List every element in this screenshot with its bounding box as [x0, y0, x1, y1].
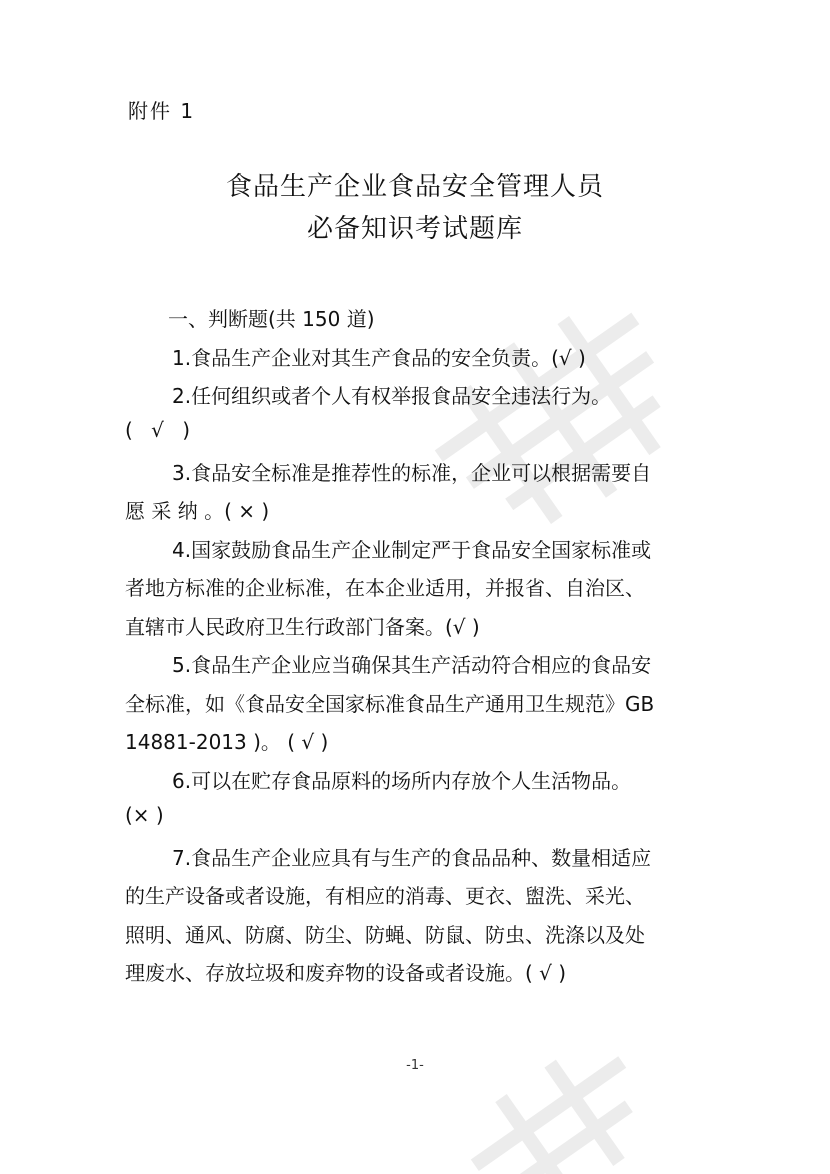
- section-heading: 一、判断题(共 150 道): [168, 307, 375, 331]
- attachment-label: 附件 1: [128, 99, 196, 123]
- document-title-line-1: 食品生产企业食品安全管理人员: [225, 172, 604, 202]
- question-3: 3.食品安全标准是推荐性的标准，企业可以根据需要自: [172, 461, 652, 485]
- question-5-continued: 全标准，如《食品安全国家标准食品生产通用卫生规范》GB: [125, 692, 655, 716]
- question-7: 7.食品生产企业应具有与生产的食品品种、数量相适应: [172, 846, 652, 870]
- question-2-answer: ( √ ): [125, 418, 197, 442]
- document-title-line-2: 必备知识考试题库: [306, 214, 523, 244]
- question-4: 4.国家鼓励食品生产企业制定严于食品安全国家标准或: [172, 538, 652, 562]
- question-1: 1.食品生产企业对其生产食品的安全负责。(√ ): [172, 346, 586, 370]
- question-5-continued: 14881-2013 )。 ( √ ): [125, 730, 329, 754]
- question-6-answer: (× ): [125, 803, 164, 827]
- page-number: -1-: [406, 1058, 424, 1073]
- question-2: 2.任何组织或者个人有权举报食品安全违法行为。: [172, 384, 612, 408]
- question-7-continued: 理废水、存放垃圾和废弃物的设备或者设施。( √ ): [125, 961, 567, 985]
- question-3-continued: 愿 采 纳 。( × ): [125, 499, 270, 523]
- watermark-stroke: [452, 1029, 668, 1174]
- question-7-continued: 照明、通风、防腐、防尘、防蝇、防鼠、防虫、洗涤以及处: [125, 923, 645, 947]
- question-6: 6.可以在贮存食品原料的场所内存放个人生活物品。: [172, 769, 632, 793]
- question-7-continued: 的生产设备或者设施，有相应的消毒、更衣、盥洗、采光、: [125, 884, 645, 908]
- watermark-stroke: [410, 277, 710, 562]
- question-4-continued: 者地方标准的企业标准，在本企业适用，并报省、自治区、: [125, 576, 645, 600]
- question-5: 5.食品生产企业应当确保其生产活动符合相应的食品安: [172, 653, 652, 677]
- question-4-continued: 直辖市人民政府卫生行政部门备案。(√ ): [125, 615, 480, 639]
